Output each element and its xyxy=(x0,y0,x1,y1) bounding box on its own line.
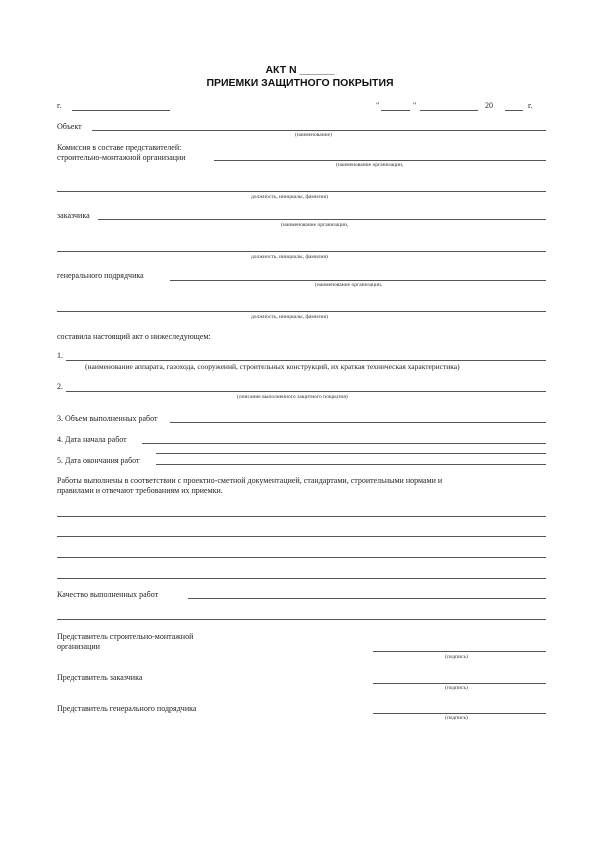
rep-construction-label-1: Представитель строительно-монтажной xyxy=(57,632,194,641)
item3-field[interactable] xyxy=(170,422,546,423)
item5-field[interactable] xyxy=(156,464,546,465)
date-year-suffix: г. xyxy=(528,101,533,110)
quality-field[interactable] xyxy=(188,598,546,599)
notes-line-3[interactable] xyxy=(57,557,546,558)
conclusion-line1: Работы выполнены в соответствии с проектно-сметной документацией, стандартами, строительными нормами и xyxy=(57,476,443,485)
item4-field[interactable] xyxy=(142,443,546,444)
construction-person-field[interactable] xyxy=(57,191,546,192)
construction-org-label: строительно-монтажной организации xyxy=(57,153,186,162)
general-contractor-person-caption: должность, инициалы, фамилия) xyxy=(251,314,328,320)
customer-person-field[interactable] xyxy=(57,251,546,252)
construction-org-caption: (наименование организации, xyxy=(336,162,404,168)
rep-customer-signature-caption: (подпись) xyxy=(445,685,468,691)
date-quote-close: " xyxy=(413,101,417,110)
rep-construction-label-2: организации xyxy=(57,642,100,651)
notes-line-4[interactable] xyxy=(57,578,546,579)
rep-construction-signature-caption: (подпись) xyxy=(445,654,468,660)
general-contractor-org-field[interactable] xyxy=(170,280,546,281)
object-field[interactable] xyxy=(92,130,546,131)
date-year-field[interactable] xyxy=(505,110,523,111)
item1-number: 1. xyxy=(57,351,63,360)
item2-number: 2. xyxy=(57,382,63,391)
act-number-title: АКТ N ______ xyxy=(265,64,335,76)
item2-field[interactable] xyxy=(66,391,546,392)
notes-line-1[interactable] xyxy=(57,516,546,517)
customer-org-caption: (наименование организации, xyxy=(281,222,349,228)
construction-org-field[interactable] xyxy=(214,160,546,161)
quality-label: Качество выполненных работ xyxy=(57,590,159,599)
customer-label: заказчика xyxy=(57,211,90,220)
general-contractor-person-field[interactable] xyxy=(57,311,546,312)
date-month-field[interactable] xyxy=(420,110,478,111)
commission-label: Комиссия в составе представителей: xyxy=(57,143,182,152)
customer-org-field[interactable] xyxy=(98,219,546,220)
general-contractor-label: генерального подрядчика xyxy=(57,271,144,280)
rep-general-signature-field[interactable] xyxy=(373,713,546,714)
general-contractor-org-caption: (наименование организации, xyxy=(315,282,383,288)
act-intro: составила настоящий акт о нижеследующем: xyxy=(57,332,211,341)
item2-caption: (описание выполненного защитного покрытия) xyxy=(237,394,348,400)
object-caption: (наименование) xyxy=(295,132,332,138)
date-day-field[interactable] xyxy=(381,110,410,111)
rep-general-signature-caption: (подпись) xyxy=(445,715,468,721)
page-title: ПРИЕМКИ ЗАЩИТНОГО ПОКРЫТИЯ xyxy=(206,77,394,89)
item1-caption: (наименование аппарата, газохода, сооружений, строительных конструкций, их краткая техническая характеристика) xyxy=(85,362,460,371)
rep-general-label: Представитель генерального подрядчика xyxy=(57,704,197,713)
notes-line-2[interactable] xyxy=(57,536,546,537)
date-year-prefix: 20 xyxy=(485,101,493,110)
item1-field[interactable] xyxy=(66,360,546,361)
item5-label: 5. Дата окончания работ xyxy=(57,456,140,465)
rep-customer-label: Представитель заказчика xyxy=(57,673,143,682)
item3-label: 3. Объем выполненных работ xyxy=(57,414,158,423)
object-label: Объект xyxy=(57,122,82,131)
item4-label: 4. Дата начала работ xyxy=(57,435,127,444)
conclusion-line2: правилами и отвечают требованиям их приемки. xyxy=(57,486,223,495)
city-prefix: г. xyxy=(57,101,62,110)
date-quote-open: " xyxy=(376,101,380,110)
city-field[interactable] xyxy=(72,110,170,111)
rep-construction-signature-field[interactable] xyxy=(373,651,546,652)
quality-field-2[interactable] xyxy=(57,619,546,620)
construction-person-caption: должность, инициалы, фамилия) xyxy=(251,194,328,200)
item5-field-top[interactable] xyxy=(156,453,546,454)
rep-customer-signature-field[interactable] xyxy=(373,683,546,684)
customer-person-caption: должность, инициалы, фамилия) xyxy=(251,254,328,260)
